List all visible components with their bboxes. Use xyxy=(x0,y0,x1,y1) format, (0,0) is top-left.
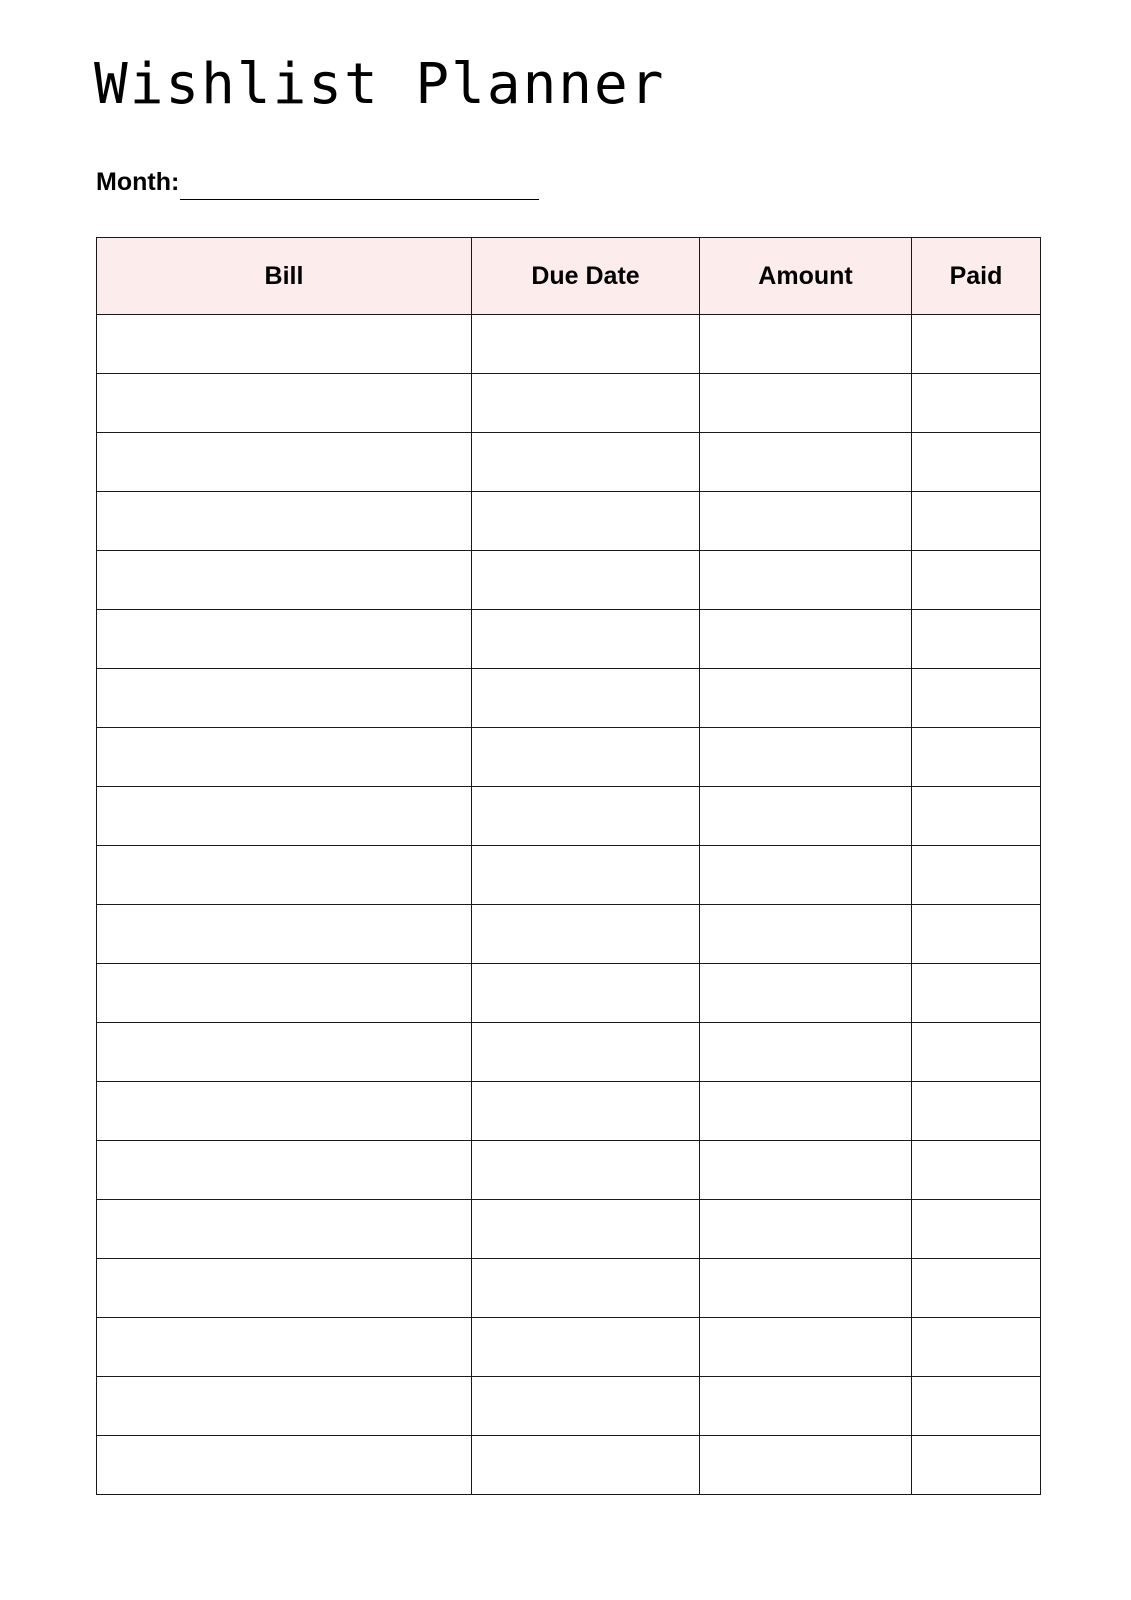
amount-cell[interactable] xyxy=(700,669,912,728)
paid-cell[interactable] xyxy=(912,492,1041,551)
paid-cell[interactable] xyxy=(912,1082,1041,1141)
bill-cell[interactable] xyxy=(97,1023,472,1082)
amount-cell[interactable] xyxy=(700,846,912,905)
paid-cell[interactable] xyxy=(912,846,1041,905)
bill-cell[interactable] xyxy=(97,374,472,433)
table-row xyxy=(97,1377,1041,1436)
amount-cell[interactable] xyxy=(700,315,912,374)
table-body xyxy=(97,315,1041,1495)
table-row xyxy=(97,315,1041,374)
due-date-cell[interactable] xyxy=(472,1377,700,1436)
due-date-cell[interactable] xyxy=(472,728,700,787)
due-date-cell[interactable] xyxy=(472,787,700,846)
paid-cell[interactable] xyxy=(912,964,1041,1023)
paid-cell[interactable] xyxy=(912,610,1041,669)
table-row xyxy=(97,1141,1041,1200)
month-input-line[interactable] xyxy=(180,169,539,200)
due-date-cell[interactable] xyxy=(472,1082,700,1141)
paid-cell[interactable] xyxy=(912,315,1041,374)
bill-cell[interactable] xyxy=(97,492,472,551)
paid-cell[interactable] xyxy=(912,1436,1041,1495)
column-header-due-date: Due Date xyxy=(472,238,700,315)
bill-cell[interactable] xyxy=(97,433,472,492)
paid-cell[interactable] xyxy=(912,905,1041,964)
bill-cell[interactable] xyxy=(97,1082,472,1141)
due-date-cell[interactable] xyxy=(472,551,700,610)
paid-cell[interactable] xyxy=(912,1318,1041,1377)
table-row xyxy=(97,374,1041,433)
bill-cell[interactable] xyxy=(97,1436,472,1495)
bill-cell[interactable] xyxy=(97,905,472,964)
due-date-cell[interactable] xyxy=(472,669,700,728)
bill-cell[interactable] xyxy=(97,1318,472,1377)
amount-cell[interactable] xyxy=(700,1023,912,1082)
paid-cell[interactable] xyxy=(912,1259,1041,1318)
due-date-cell[interactable] xyxy=(472,905,700,964)
due-date-cell[interactable] xyxy=(472,846,700,905)
due-date-cell[interactable] xyxy=(472,964,700,1023)
bill-cell[interactable] xyxy=(97,551,472,610)
bill-cell[interactable] xyxy=(97,610,472,669)
due-date-cell[interactable] xyxy=(472,374,700,433)
bill-table xyxy=(96,237,1041,1495)
table-row xyxy=(97,492,1041,551)
table-row xyxy=(97,1200,1041,1259)
amount-cell[interactable] xyxy=(700,1436,912,1495)
bill-cell[interactable] xyxy=(97,728,472,787)
table-row xyxy=(97,905,1041,964)
table-row xyxy=(97,669,1041,728)
bill-cell[interactable] xyxy=(97,669,472,728)
paid-cell[interactable] xyxy=(912,1200,1041,1259)
table-row xyxy=(97,846,1041,905)
table-row xyxy=(97,1023,1041,1082)
paid-cell[interactable] xyxy=(912,787,1041,846)
amount-cell[interactable] xyxy=(700,1318,912,1377)
bill-cell[interactable] xyxy=(97,315,472,374)
table-row xyxy=(97,1259,1041,1318)
amount-cell[interactable] xyxy=(700,1259,912,1318)
table-row xyxy=(97,1082,1041,1141)
due-date-cell[interactable] xyxy=(472,1259,700,1318)
table-row xyxy=(97,433,1041,492)
bill-cell[interactable] xyxy=(97,846,472,905)
page-title: Wishlist Planner xyxy=(94,52,666,117)
due-date-cell[interactable] xyxy=(472,315,700,374)
amount-cell[interactable] xyxy=(700,787,912,846)
table-row xyxy=(97,787,1041,846)
paid-cell[interactable] xyxy=(912,1023,1041,1082)
due-date-cell[interactable] xyxy=(472,610,700,669)
bill-cell[interactable] xyxy=(97,787,472,846)
month-label: Month: xyxy=(96,168,180,196)
paid-cell[interactable] xyxy=(912,374,1041,433)
due-date-cell[interactable] xyxy=(472,1436,700,1495)
amount-cell[interactable] xyxy=(700,433,912,492)
due-date-cell[interactable] xyxy=(472,492,700,551)
due-date-cell[interactable] xyxy=(472,1141,700,1200)
amount-cell[interactable] xyxy=(700,964,912,1023)
bill-cell[interactable] xyxy=(97,1259,472,1318)
month-field-row xyxy=(96,162,539,200)
due-date-cell[interactable] xyxy=(472,1318,700,1377)
column-header-amount: Amount xyxy=(700,238,912,315)
bill-cell[interactable] xyxy=(97,1377,472,1436)
due-date-cell[interactable] xyxy=(472,433,700,492)
amount-cell[interactable] xyxy=(700,1082,912,1141)
amount-cell[interactable] xyxy=(700,374,912,433)
due-date-cell[interactable] xyxy=(472,1200,700,1259)
bill-cell[interactable] xyxy=(97,1200,472,1259)
paid-cell[interactable] xyxy=(912,669,1041,728)
paid-cell[interactable] xyxy=(912,551,1041,610)
table-header xyxy=(97,238,1041,315)
table-row xyxy=(97,610,1041,669)
amount-cell[interactable] xyxy=(700,1377,912,1436)
table-row xyxy=(97,1318,1041,1377)
amount-cell[interactable] xyxy=(700,905,912,964)
due-date-cell[interactable] xyxy=(472,1023,700,1082)
paid-cell[interactable] xyxy=(912,1141,1041,1200)
amount-cell[interactable] xyxy=(700,492,912,551)
amount-cell[interactable] xyxy=(700,551,912,610)
table-row xyxy=(97,1436,1041,1495)
table-row xyxy=(97,551,1041,610)
column-header-bill: Bill xyxy=(97,238,472,315)
amount-cell[interactable] xyxy=(700,1200,912,1259)
bill-cell[interactable] xyxy=(97,964,472,1023)
paid-cell[interactable] xyxy=(912,433,1041,492)
amount-cell[interactable] xyxy=(700,1141,912,1200)
header-row xyxy=(97,238,1041,315)
amount-cell[interactable] xyxy=(700,610,912,669)
bill-cell[interactable] xyxy=(97,1141,472,1200)
paid-cell[interactable] xyxy=(912,1377,1041,1436)
amount-cell[interactable] xyxy=(700,728,912,787)
paid-cell[interactable] xyxy=(912,728,1041,787)
table-row xyxy=(97,964,1041,1023)
column-header-paid: Paid xyxy=(912,238,1041,315)
table-row xyxy=(97,728,1041,787)
